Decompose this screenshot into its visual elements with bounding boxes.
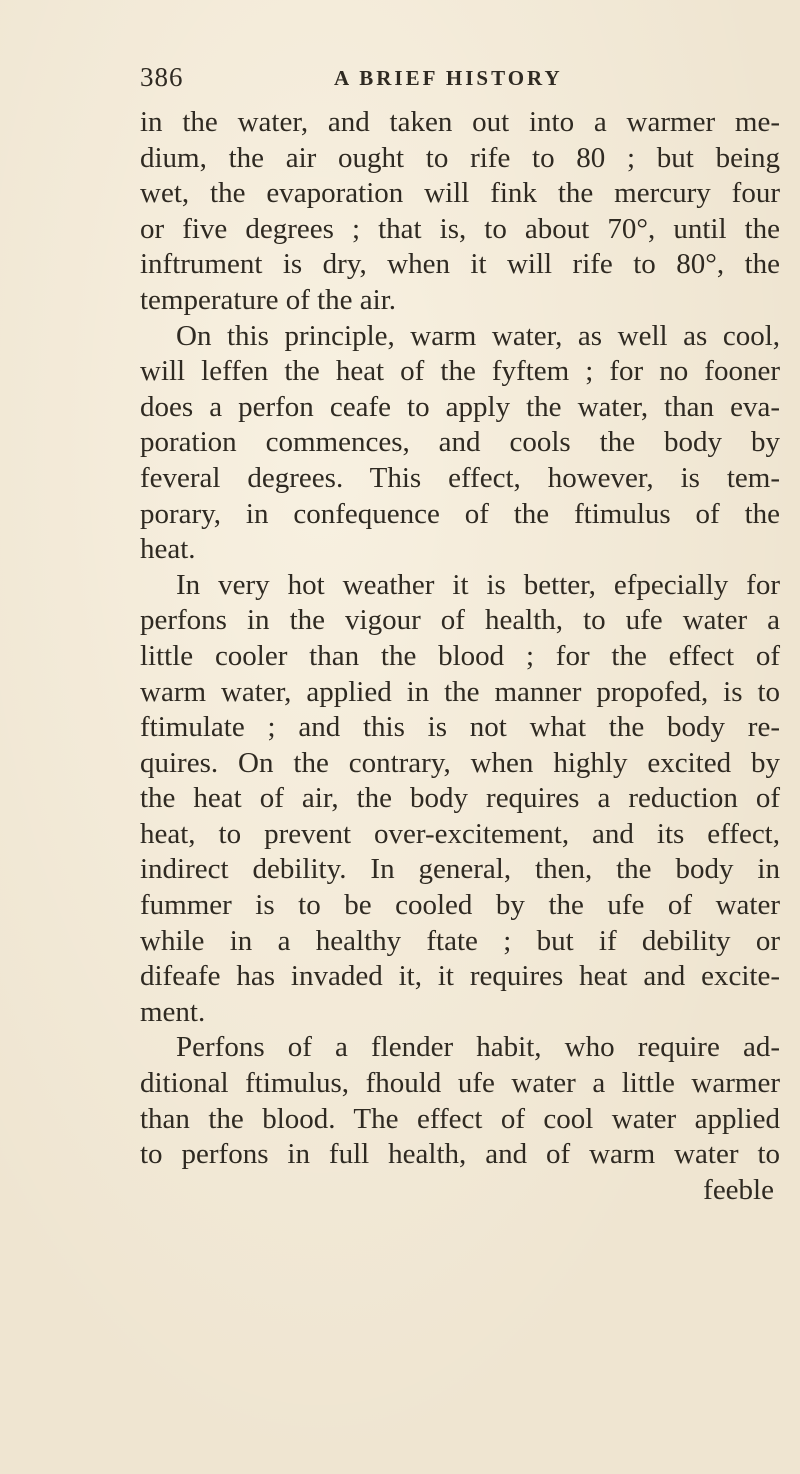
text-line: in the water, and taken out into a warmer me- <box>140 106 780 138</box>
text-line: inftrument is dry, when it will rife to 80°, the <box>140 248 780 281</box>
text-line: porary, in confequence of the ftimulus of the <box>140 497 780 530</box>
text-line: ment. <box>140 995 206 1028</box>
text-line: indirect debility. In general, then, the body in <box>140 853 780 886</box>
text-line: to perfons in full health, and of warm water to <box>140 1138 780 1171</box>
text-line: temperature of the air. <box>140 283 397 316</box>
running-title: A BRIEF HISTORY <box>334 66 563 90</box>
text-line: feveral degrees. This effect, however, is tem- <box>140 461 780 494</box>
text-line: dium, the air ought to rife to 80 ; but being <box>140 141 780 174</box>
text-line: while in a healthy ftate ; but if debility or <box>140 924 780 957</box>
text-line: or five degrees ; that is, to about 70°, until the <box>140 212 780 245</box>
text-line: perfons in the vigour of health, to ufe water a <box>140 604 780 637</box>
text-line: Perfons of a flender habit, who require ad- <box>176 1031 780 1064</box>
text-line: heat. <box>140 533 196 566</box>
body-text <box>140 105 780 1208</box>
text-line: will leffen the heat of the fyftem ; for no fooner <box>140 355 780 388</box>
catchword: feeble <box>703 1173 774 1206</box>
text-line: fummer is to be cooled by the ufe of water <box>140 889 780 922</box>
text-line: heat, to prevent over-excitement, and its effect, <box>140 817 780 850</box>
text-line: wet, the evaporation will fink the mercury four <box>140 177 780 210</box>
text-line: little cooler than the blood ; for the effect of <box>140 639 780 672</box>
text-line: warm water, applied in the manner propofed, is to <box>140 675 780 708</box>
text-line: quires. On the contrary, when highly excited by <box>140 746 780 779</box>
text-line: than the blood. The effect of cool water applied <box>140 1102 780 1135</box>
text-line: ftimulate ; and this is not what the body re- <box>140 711 780 744</box>
text-line: poration commences, and cools the body by <box>140 426 780 459</box>
text-line: does a perfon ceafe to apply the water, than eva- <box>140 390 780 423</box>
text-line: ditional ftimulus, fhould ufe water a little warmer <box>140 1067 780 1100</box>
text-line: In very hot weather it is better, efpecially for <box>176 568 780 601</box>
page-number: 386 <box>140 62 184 92</box>
running-head <box>140 62 740 102</box>
text-line: difeafe has invaded it, it requires heat and excite- <box>140 960 780 993</box>
text-line: On this principle, warm water, as well as cool, <box>176 319 780 352</box>
text-line: the heat of air, the body requires a reduction of <box>140 782 780 815</box>
